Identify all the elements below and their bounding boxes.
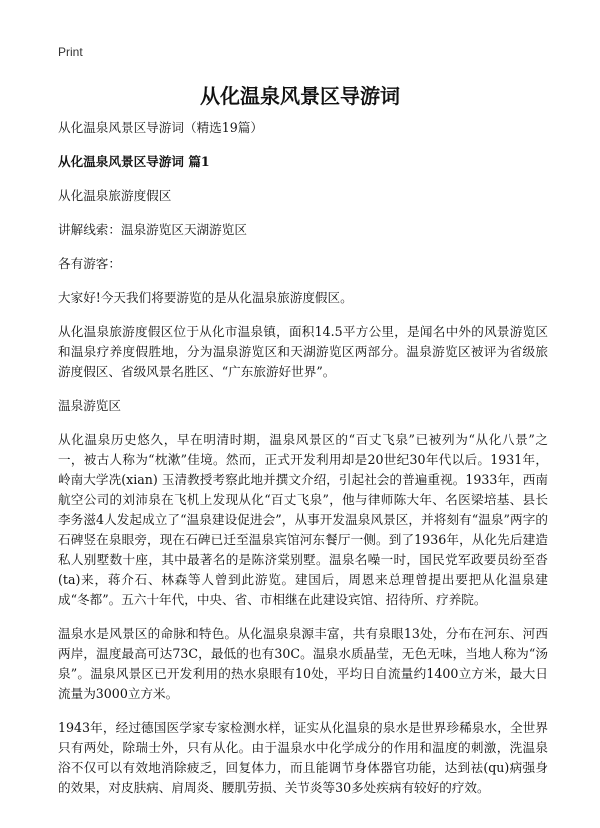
paragraph: 各有游客： (58, 256, 121, 271)
paragraph: 1943年，经过德国医学家专家检测水样，证实从化温泉的泉水是世界珍稀泉水，全世界只有两处，除瑞士外，只有从化。由于温泉水中化学成分的作用和温度的刺激，洗温泉浴不仅可以有效地消除疲乏，回复体力，而且能调节身体器官功能，达到祛(qu)病强身的效果，对皮肤病、肩周炎、腰肌劳损、关节炎等30多处疾病有较好的疗效。 (58, 720, 548, 795)
paragraph: 温泉游览区 (58, 398, 121, 413)
subtitle: 从化温泉风景区导游词（精选19篇） (58, 120, 263, 135)
print-link[interactable]: Print (58, 45, 83, 59)
paragraph: 讲解线索：温泉游览区天湖游览区 (58, 222, 247, 237)
article-body (58, 118, 548, 812)
paragraph: 大家好!今天我们将要游览的是从化温泉旅游度假区。 (58, 290, 353, 305)
paragraph: 从化温泉旅游度假区位于从化市温泉镇，面积14.5平方公里，是闻名中外的风景游览区和温泉疗养度假胜地，分为温泉游览区和天湖游览区两部分。温泉游览区被评为省级旅游度假区、省级风景名胜区、“广东旅游好世界”。 (58, 324, 548, 379)
section-heading: 从化温泉风景区导游词 篇1 (58, 154, 210, 169)
paragraph: 从化温泉历史悠久，早在明清时期，温泉风景区的“百丈飞泉”已被列为“从化八景”之一，被古人称为“枕漱”佳境。然而，正式开发利用却是20世纪30年代以后。1931年，岭南大学冼(xian) 玉清教授考察此地并撰文介绍，引起社会的普遍重视。1933年，西南航空公司的刘沛泉在飞机上发现从化“百丈飞泉”，他与律师陈大年、名医梁培基、县长李务滋4人发起成立了“温泉建设促进会”，从事开发温泉风景区，并将刻有“温泉”两字的石碑竖在泉眼旁，现在石碑已迁至温泉宾馆河东餐厅一侧。到了1936年，从化先后建造私人别墅数十座，其中最著名的是陈济棠别墅。温泉名噪一时，国民党军政要员纷至沓(ta)来，蒋介石、林森等人曾到此游览。建国后，周恩来总理曾提出要把从化温泉建成“冬都”。五六十年代，中央、省、市相继在此建设宾馆、招待所、疗养院。 (58, 432, 548, 607)
page-title: 从化温泉风景区导游词 (200, 84, 400, 108)
paragraph: 从化温泉旅游度假区 (58, 188, 172, 203)
paragraph: 温泉水是风景区的命脉和特色。从化温泉泉源丰富，共有泉眼13处，分布在河东、河西两岸，温度最高可达73C，最低的也有30C。温泉水质晶莹，无色无味，当地人称为“汤泉”。温泉风景区已开发利用的热水泉眼有10处，平均日自流量约1400立方米，最大日流量为3000立方米。 (58, 626, 548, 701)
